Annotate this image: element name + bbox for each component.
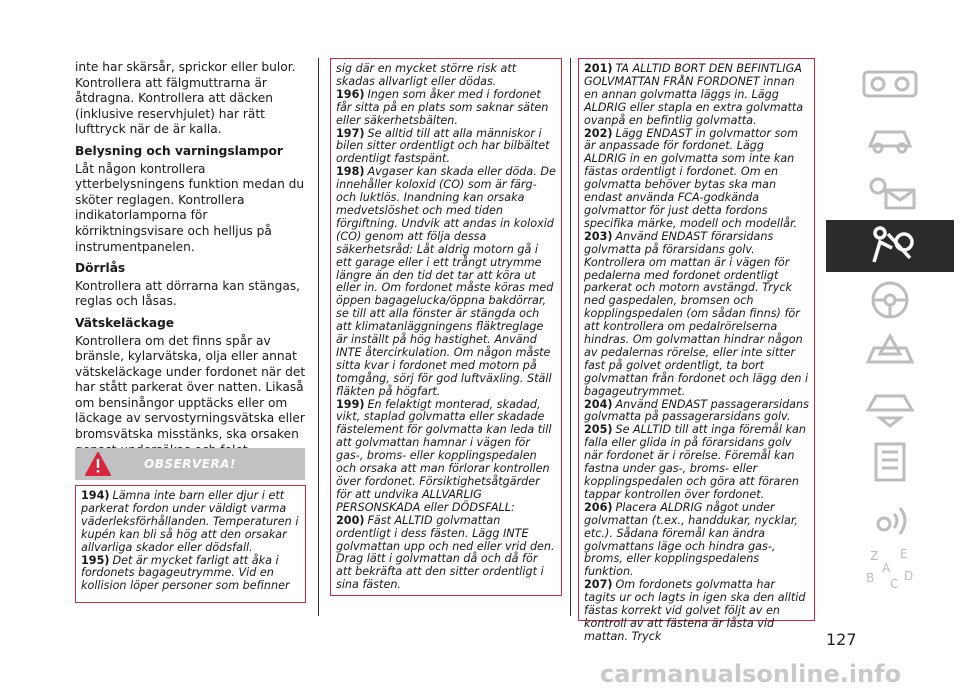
note-item: 201) TA ALLTID BORT DEN BEFINTLIGA GOLVMATTAN FRÅN FORDONET innan en annan golvmatta läggs in. Lägg ALDRIG eller stapla en extra golvmatta ovanpå en befintlig golvmatta. <box>584 62 804 127</box>
svg-text:A: A <box>882 561 891 575</box>
note-item: 196) Ingen som åker med i fordonet får sitta på en plats som saknar säten eller säkerhetsbälten. <box>336 87 549 127</box>
chapter-sidebar <box>826 58 960 598</box>
note-item: 197) Se alltid till att alla människor i bilen sitter ordentligt och har bilbältet ordentligt fastspänt. <box>336 126 550 166</box>
service-list-icon[interactable] <box>826 436 954 488</box>
note-item: 198) Avgaser kan skada eller döda. De innehåller koloxid (CO) som är färg- och luktlös. Inandning kan orsaka medvetslöshet och med tiden förgiftning. Undvik att andas in koloxid (CO) genom att följa dessa säkerhetsråd: Låt aldrig motorn gå i ett garage eller i ett trångt utrymme längre än den tid det tar att köra ut eller in. Om fordonet måste köras med öppen bagagelucka/öppna bakdörrar, se till att alla fönster är stängda och att klimatanläggningens fläktreglage är inställt på hög hastighet. Använd INTE återcirkulation. Om någon måste sitta kvar i fordonet med motorn på tomgång, sörj för god luftväxling. Ställ fläkten på högfart. <box>336 165 556 398</box>
note-item: 195) Det är mycket farligt att åka i fordonets bagageutrymme. Vid en kollision löper personer som befinner <box>81 553 290 593</box>
column-1 <box>75 60 307 480</box>
car-dashboard-icon[interactable] <box>826 58 954 110</box>
section-text-locks: Kontrollera att dörrarna kan stängas, reglas och låsas. <box>75 278 301 309</box>
car-jack-icon[interactable] <box>826 382 954 434</box>
note-item: 202) Lägg ENDAST in golvmattor som är anpassade för fordonet. Lägg ALDRIG in en golvmatta som inte kan fästas ordentligt i fordonet. Om en golvmatta behöver bytas ska man endast använda FCA-godkända golvmattor för just detta fordons specifika märke, modell och modellår. <box>584 126 799 230</box>
warning-box-1 <box>75 485 306 603</box>
column-divider <box>318 58 319 616</box>
watermark-text: carmanualsonline.info <box>600 660 902 688</box>
section-heading-locks: Dörrlås <box>75 261 126 276</box>
section-text-leaks: Kontrollera om det finns spår av bränsle, kylarvätska, olja eller annat vätskeläckage under fordonet när det har stått parkerat över natten. Likaså om bensinångor upptäcks eller om läckage av servostyrningsvätska eller bromsvätska misstänks, ska orsaken <box>75 333 306 442</box>
car-signal-icon[interactable] <box>826 490 954 542</box>
safety-airbag-icon[interactable] <box>826 220 954 272</box>
intro-paragraph: inte har skärsår, sprickor eller bulor. Kontrollera att fälgmuttrarna är åtdragna. Kontrollera att däcken (inklusive reservhjulet) har rätt lufttryck när de är kalla. <box>75 60 296 137</box>
page-number: 127 <box>826 630 857 649</box>
note-item: 199) En felaktigt monterad, skadad, vikt, staplad golvmatta eller skadade fästelement för golvmatta kan leda till att golvmattan hamnar i vägen för gas-, broms- eller kopplingspedalen och orsaka att man förlorar kontrollen över fordonet. Försiktighetsåtgärder för att undvika ALLVARLIG PERSONSKADA eller DÖDSFALL: <box>336 397 552 514</box>
note-item: 194) Lämna inte barn eller djur i ett parkerat fordon under väldigt varma väderleksförhållanden. Temperaturen i kupén kan bli så hög att den orsakar allvarliga skador eller dödsfall. <box>81 489 299 554</box>
note-item: 205) Se ALLTID till att inga föremål kan falla eller glida in på förarsidans golv när fordonet är i rörelse. Föremål kan fastna under gas-, broms- eller kopplingspedalen och göra att föraren tappar kontrollen över fordonet. <box>584 423 806 501</box>
note-item: 200) Fäst ALLTID golvmattan ordentligt i dess fästen. Lägg INTE golvmattan upp och ned eller vrid den. Drag lätt i golvmattan då och då för att bekräfta att den sitter ordentligt i sina fästen. <box>336 513 555 592</box>
warning-banner <box>75 448 305 480</box>
svg-text:C: C <box>890 577 899 591</box>
steering-wheel-icon[interactable] <box>826 274 954 326</box>
warning-box-3 <box>578 58 815 643</box>
section-text-lights: Låt någon kontrollera ytterbelysningens funktion medan du sköter reglagen. Kontrollera indikatorlamporna för körriktningsvisare och helljus på instrumentpanelen. <box>75 161 305 254</box>
car-warning-icon[interactable] <box>826 328 954 380</box>
climate-mail-icon[interactable] <box>826 166 954 218</box>
svg-text:Z: Z <box>870 549 879 563</box>
warning-label: OBSERVERA! <box>144 457 236 471</box>
svg-text:E: E <box>900 547 908 561</box>
column-divider <box>570 58 571 616</box>
car-lights-icon[interactable] <box>826 112 954 164</box>
note-item: sig där en mycket större risk att skadas allvarligt eller dödas. <box>336 62 517 88</box>
note-item: 203) Använd ENDAST förarsidans golvmatta på förarsidans golv. Kontrollera om mattan är i vägen för pedalerna med fordonet ordentligt parkerat och motorn avstängd. Tryck ned gaspedalen, bromsen och kopplingspedalen (om sådan finns) för att kontrollera om pedalrörelserna hindras. Om golvmattan hindrar någon av pedalernas rörelse, eller inte sitter fast på golvet ordentligt, ta bort golvmattan från fordonet och lägg den i bagageutrymmet. <box>584 229 809 398</box>
section-heading-leaks: Vätskeläckage <box>75 315 175 330</box>
note-item: 207) Om fordonets golvmatta har tagits ur och lagts in igen ska den alltid fästas korrekt vid golvet följt av en kontroll av att fästena är låsta vid mattan. Tryck <box>584 578 806 643</box>
svg-text:D: D <box>904 569 914 583</box>
svg-text:B: B <box>866 571 875 585</box>
section-heading-lights: Belysning och varningslampor <box>75 143 283 158</box>
warning-box-2 <box>330 58 562 596</box>
note-item: 204) Använd ENDAST passagerarsidans golvmatta på passagerarsidans golv. <box>584 397 809 424</box>
alphabet-index-icon[interactable] <box>826 544 954 596</box>
note-item: 206) Placera ALDRIG något under golvmattan (t.ex., handdukar, nycklar, etc.). Sådana föremål kan ändra golvmattans läge och hindra gas-, broms, eller kopplingspedalens funktion. <box>584 500 798 579</box>
